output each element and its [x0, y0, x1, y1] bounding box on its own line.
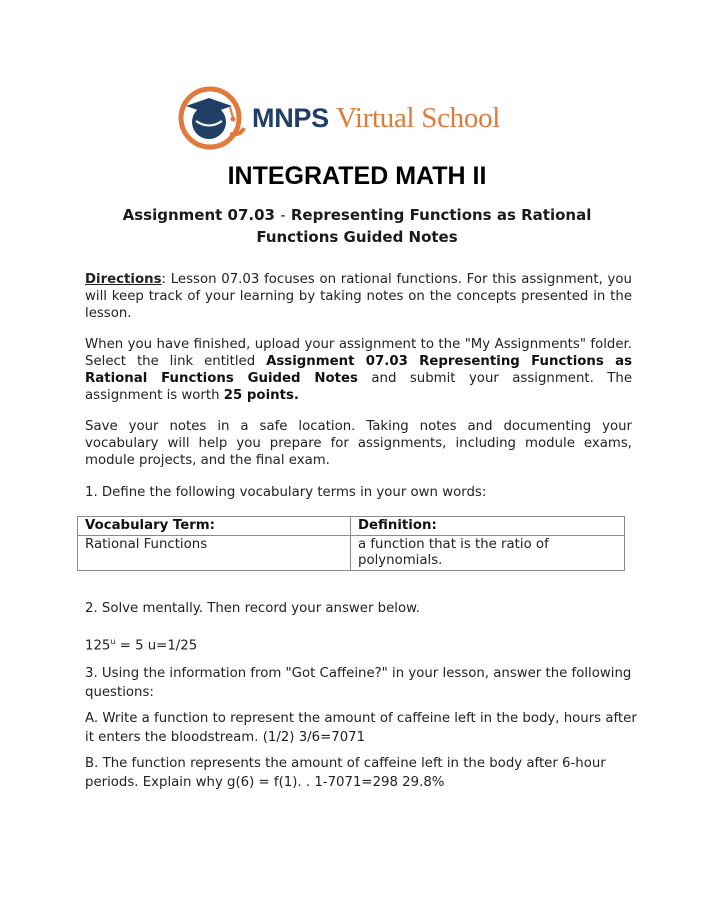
- directions-colon: :: [161, 272, 166, 287]
- question-3b: B. The function represents the amount of caffeine left in the body after 6-hour periods. Explain why g(6) = f(1). . 1-7071=298 29.8%: [85, 756, 606, 790]
- directions-label: Directions: [85, 272, 162, 287]
- graduation-cap-globe-icon: [178, 84, 250, 152]
- save-notes-paragraph: Save your notes in a safe location. Taking notes and documenting your vocabulary will help you prepare for assignments, including module exams, module projects, and the final exam.: [85, 419, 632, 468]
- upload-text-2: and submit your assignment. The assignment is worth: [85, 371, 632, 403]
- vocabulary-table: [77, 516, 625, 571]
- logo-virtual-school-text: Virtual School: [336, 102, 501, 134]
- question-2-answer: [85, 632, 645, 655]
- answer-exponent: u: [110, 637, 116, 646]
- question-3: 3. Using the information from "Got Caffeine?" in your lesson, answer the following questions:: [85, 666, 632, 700]
- points-value: 25 points.: [223, 388, 299, 403]
- upload-instructions: [85, 336, 632, 404]
- directions-paragraph: [85, 271, 632, 322]
- assignment-link-name: Assignment 07.03 Representing Functions as Rational Functions Guided Notes: [85, 354, 632, 386]
- subtitle-dash: -: [280, 206, 286, 224]
- question-1: 1. Define the following vocabulary terms in your own words:: [85, 485, 487, 500]
- logo-mnps-text: MNPS: [252, 103, 329, 133]
- header-vocabulary-term: Vocabulary Term:: [78, 517, 351, 536]
- header-definition: Definition:: [351, 517, 625, 536]
- question-2: 2. Solve mentally. Then record your answer below.: [85, 601, 420, 616]
- assignment-name: Representing Functions as Rational Functions Guided Notes: [256, 206, 592, 246]
- vocab-term-cell: Rational Functions: [78, 536, 351, 571]
- assignment-subtitle: [90, 204, 624, 248]
- vocab-definition-cell: a function that is the ratio of polynomials.: [351, 536, 625, 571]
- assignment-number: Assignment 07.03: [122, 206, 275, 224]
- mnps-logo: [178, 84, 538, 152]
- course-title: INTEGRATED MATH II: [227, 162, 487, 190]
- answer-rest: = 5 u=1/25: [115, 638, 198, 654]
- logo-wordmark: [252, 102, 500, 135]
- table-header-row: [78, 517, 625, 536]
- directions-text: Lesson 07.03 focuses on rational functions. For this assignment, you will keep track of your learning by taking notes on the concepts presented in the lesson.: [85, 272, 632, 321]
- upload-text-1: When you have finished, upload your assignment to the "My Assignments" folder. Select the link entitled: [85, 337, 632, 369]
- question-3a: A. Write a function to represent the amount of caffeine left in the body, hours after it enters the bloodstream. (1/2) 3/6=7071: [85, 711, 637, 745]
- answer-base: 125: [85, 638, 111, 654]
- table-row: [78, 536, 625, 571]
